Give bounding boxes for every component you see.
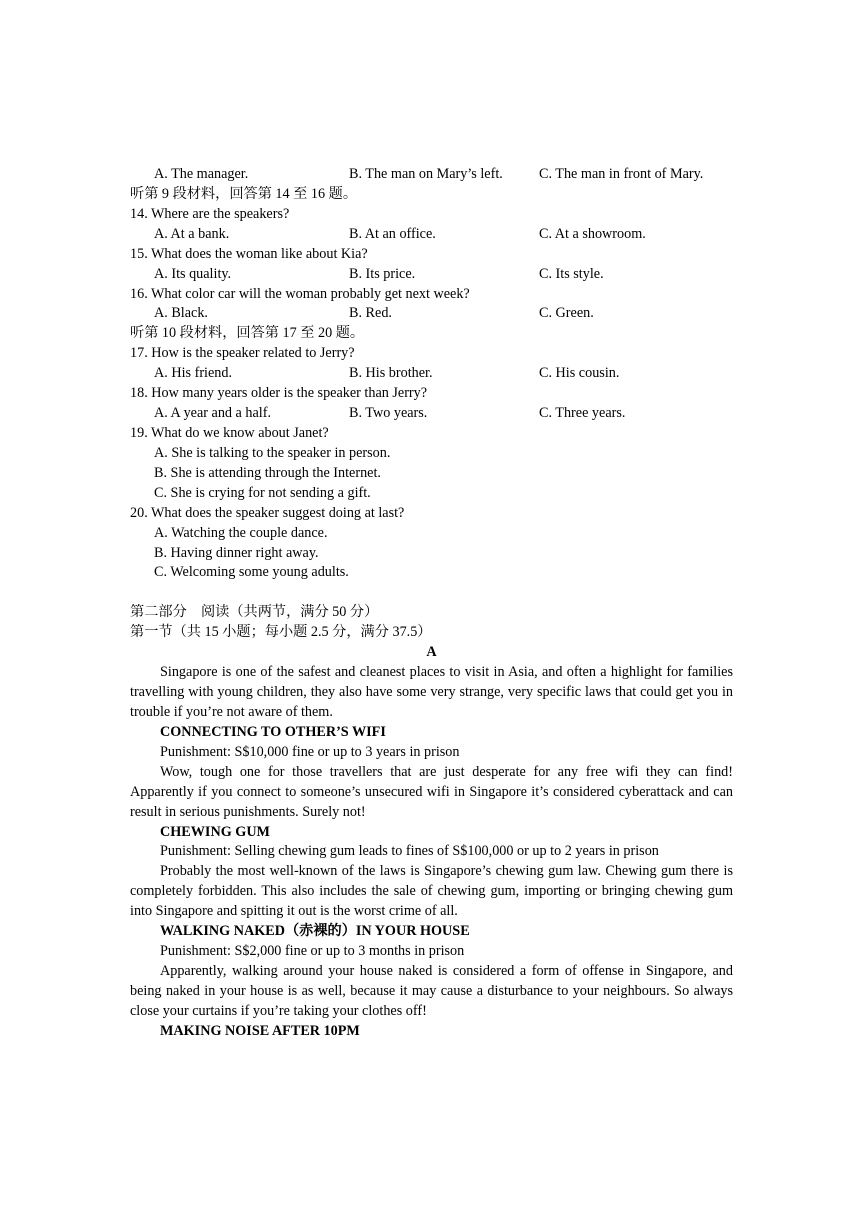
section10-intro: 听第 10 段材料，回答第 17 至 20 题。 — [130, 325, 365, 342]
option-b: B. Its price. — [349, 265, 416, 282]
law-heading-naked: WALKING NAKED（赤裸的）IN YOUR HOUSE — [160, 923, 470, 940]
q20-option-a: A. Watching the couple dance. — [154, 524, 328, 541]
q14-options — [130, 225, 733, 245]
option-c: C. His cousin. — [539, 365, 620, 382]
law-heading-gum: CHEWING GUM — [160, 823, 270, 840]
q17-stem: 17. How is the speaker related to Jerry? — [130, 345, 355, 362]
q16-options — [130, 304, 733, 324]
law-punishment-gum: Punishment: Selling chewing gum leads to fines of S$100,000 or up to 2 years in prison — [160, 843, 659, 860]
option-c: C. Its style. — [539, 265, 604, 282]
q14-stem: 14. Where are the speakers? — [130, 205, 290, 222]
passage-label: A — [426, 644, 437, 661]
option-b: B. Red. — [349, 305, 392, 322]
law-text-naked: Apparently, walking around your house naked is considered a form of offense in Singapore, and being naked in your house is as well, because it may cause a disturbance to your neighbours. So always close your curtains if you’re taking your clothes off! — [130, 963, 733, 1019]
page-content — [130, 165, 733, 1042]
option-b: B. His brother. — [349, 365, 433, 382]
option-c: C. Three years. — [539, 405, 626, 422]
option-c: C. At a showroom. — [539, 225, 646, 242]
option-b: B. The man on Mary’s left. — [349, 166, 503, 182]
law-text-wifi: Wow, tough one for those travellers that are just desperate for any free wifi they can find! Apparently if you connect to someone’s unsecured wifi in Singapore it’s considered cyberattack and can result in serious punishments. Surely not! — [130, 763, 733, 820]
law-punishment-wifi: Punishment: S$10,000 fine or up to 3 years in prison — [160, 743, 460, 760]
q19-option-b: B. She is attending through the Internet. — [154, 464, 381, 481]
q20-stem: 20. What does the speaker suggest doing at last? — [130, 504, 405, 521]
part-title: 第二部分 阅读（共两节，满分 50 分） — [130, 604, 379, 621]
q18-stem: 18. How many years older is the speaker than Jerry? — [130, 385, 428, 402]
option-a: A. Its quality. — [154, 265, 232, 282]
q19-option-a: A. She is talking to the speaker in person. — [154, 444, 391, 461]
section9-intro: 听第 9 段材料，回答第 14 至 16 题。 — [130, 185, 358, 202]
q17-options — [130, 364, 733, 384]
option-a: A. His friend. — [154, 365, 233, 382]
q20-option-c: C. Welcoming some young adults. — [154, 564, 349, 581]
q15-stem: 15. What does the woman like about Kia? — [130, 245, 368, 262]
law-heading-noise: MAKING NOISE AFTER 10PM — [160, 1022, 360, 1039]
option-a: A. The manager. — [154, 166, 249, 182]
option-c: C. The man in front of Mary. — [539, 166, 704, 182]
section-title: 第一节（共 15 小题；每小题 2.5 分，满分 37.5） — [130, 624, 432, 641]
option-a: A. At a bank. — [154, 225, 230, 242]
option-a: A. A year and a half. — [154, 405, 272, 422]
q20-option-b: B. Having dinner right away. — [154, 544, 319, 561]
q19-stem: 19. What do we know about Janet? — [130, 424, 329, 441]
q18-options — [130, 404, 733, 424]
option-b: B. Two years. — [349, 405, 428, 422]
q19-option-c: C. She is crying for not sending a gift. — [154, 484, 371, 501]
law-heading-wifi: CONNECTING TO OTHER’S WIFI — [160, 723, 386, 740]
option-a: A. Black. — [154, 305, 208, 322]
law-punishment-naked: Punishment: S$2,000 fine or up to 3 months in prison — [160, 943, 465, 960]
option-c: C. Green. — [539, 305, 594, 322]
q13-options — [130, 165, 733, 185]
q16-stem: 16. What color car will the woman probably get next week? — [130, 285, 470, 302]
law-text-gum: Probably the most well-known of the laws is Singapore’s chewing gum law. Chewing gum there is completely forbidden. This also includes the sale of chewing gum, importing or bringing chewing gum into Singapore and spitting it out is the worst crime of all. — [130, 863, 733, 920]
q15-options — [130, 265, 733, 285]
spacer — [130, 583, 733, 603]
intro-paragraph: Singapore is one of the safest and cleanest places to visit in Asia, and often a highlight for families travelling with young children, they also have some very strange, very specific laws that could get you in trouble if you’re not aware of them. — [130, 664, 733, 720]
option-b: B. At an office. — [349, 225, 436, 242]
